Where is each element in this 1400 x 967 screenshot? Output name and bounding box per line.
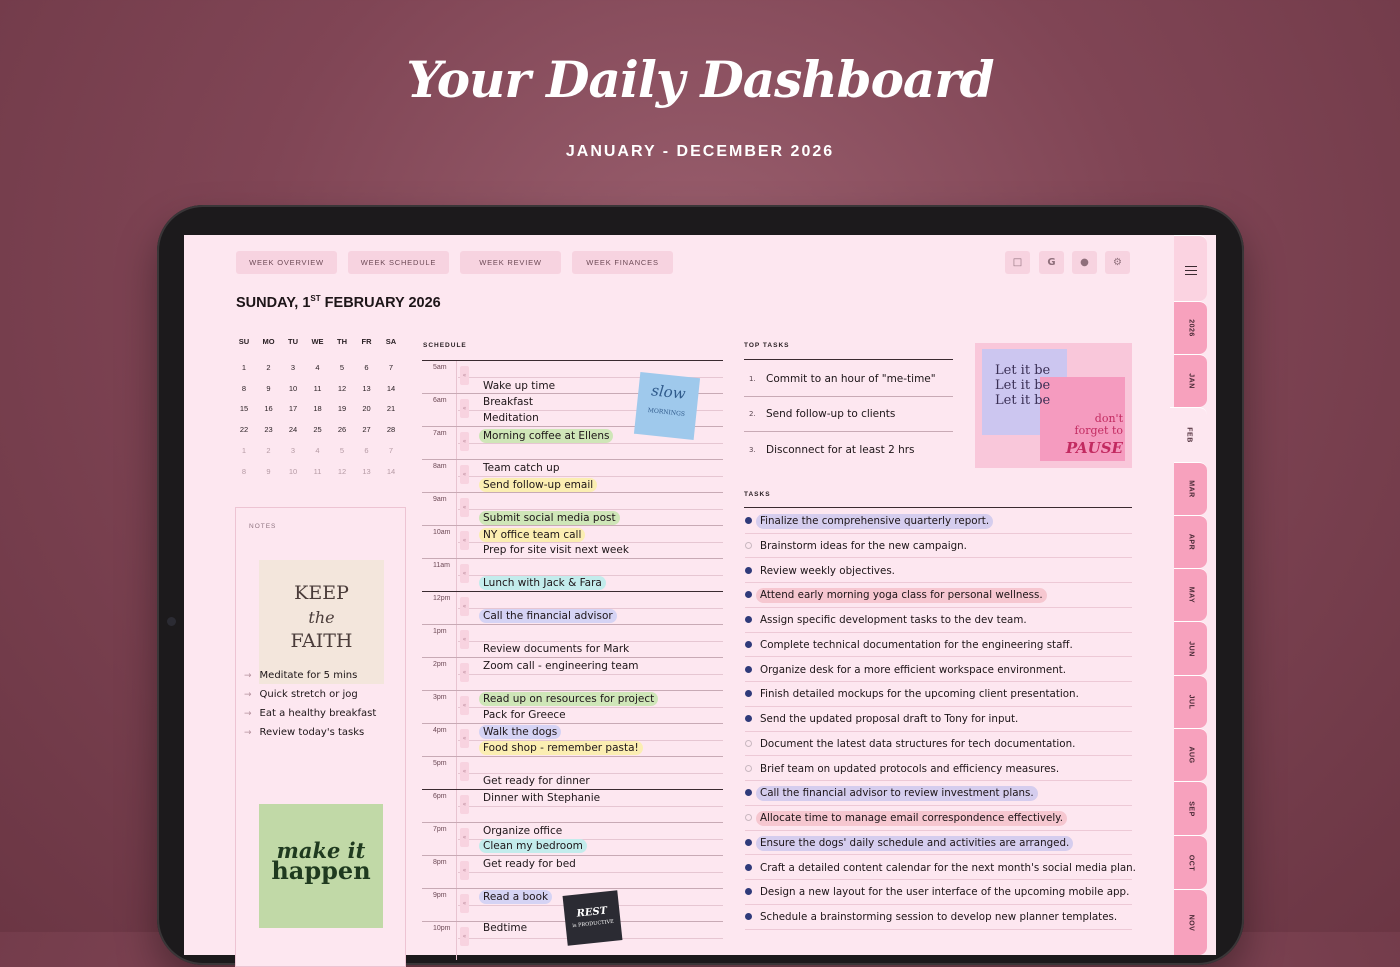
calendar-day[interactable]: 9 xyxy=(266,383,271,393)
calendar-day[interactable]: 6 xyxy=(364,363,369,372)
menu-icon[interactable] xyxy=(1185,266,1197,275)
month-tab-jan[interactable] xyxy=(1174,354,1207,407)
schedule-event[interactable]: Review documents for Mark xyxy=(483,643,630,655)
hour-label: 7am xyxy=(433,430,447,437)
hero-title: Your Daily Dashboard xyxy=(406,50,994,109)
task-bullet-icon[interactable] xyxy=(745,814,752,821)
hour-divider xyxy=(422,789,723,790)
arrow-right-icon: → xyxy=(244,690,252,700)
task-row[interactable] xyxy=(745,608,1132,633)
calendar-day[interactable]: 12 xyxy=(337,466,347,476)
page-title: SUNDAY, 1ST FEBRUARY 2026 xyxy=(236,294,441,311)
task-text: Complete technical documentation for the engineering staff. xyxy=(760,638,1073,651)
google-icon[interactable]: G xyxy=(1039,251,1064,274)
slot-check-icon[interactable]: « xyxy=(460,795,469,814)
calendar-day[interactable]: 26 xyxy=(337,425,347,435)
task-bullet-icon[interactable] xyxy=(745,616,752,623)
hour-label: 4pm xyxy=(433,727,447,734)
task-row[interactable] xyxy=(745,559,1132,584)
tablet-screen xyxy=(184,235,1216,955)
hour-divider xyxy=(422,492,723,493)
task-text: Organize desk for a more efficient workspace environment. xyxy=(760,663,1067,676)
slot-check-icon[interactable]: « xyxy=(460,729,469,748)
task-text: Design a new layout for the user interface of the upcoming mobile app. xyxy=(760,886,1130,899)
calendar-day[interactable]: 8 xyxy=(241,383,247,393)
hour-divider xyxy=(422,723,723,724)
calendar-day[interactable]: 25 xyxy=(313,425,322,435)
rest-is-productive-sticker: REST is PRODUCTIVE xyxy=(563,890,623,945)
task-row[interactable] xyxy=(745,880,1132,905)
hour-divider xyxy=(422,525,723,526)
calendar-day[interactable]: 10 xyxy=(288,466,298,476)
task-bullet-icon[interactable] xyxy=(745,715,752,722)
calendar-weekday: MO xyxy=(262,337,275,346)
schedule-event[interactable]: Morning coffee at Ellens xyxy=(479,429,613,443)
top-task-number: 1. xyxy=(749,375,756,383)
hour-divider xyxy=(422,822,723,823)
hour-label: 9am xyxy=(433,496,447,503)
hour-label: 3pm xyxy=(433,694,447,701)
schedule-event[interactable]: Walk the dogs xyxy=(479,725,561,739)
month-tab-nov[interactable] xyxy=(1174,889,1207,955)
hour-label: 1pm xyxy=(433,628,447,635)
hour-divider xyxy=(422,360,723,361)
task-text: Attend early morning yoga class for personal wellness. xyxy=(756,588,1047,603)
month-tab-oct[interactable] xyxy=(1174,835,1207,889)
slow-mornings-sticker: slow MORNINGS xyxy=(634,372,700,440)
calendar-day[interactable]: 3 xyxy=(290,363,296,372)
task-bullet-icon[interactable] xyxy=(745,641,752,648)
task-bullet-icon[interactable] xyxy=(745,789,752,796)
task-text: Finish detailed mockups for the upcoming client presentation. xyxy=(760,688,1079,701)
calendar-day[interactable]: 5 xyxy=(339,445,345,455)
schedule-event[interactable]: NY office team call xyxy=(479,528,585,542)
hour-label: 7pm xyxy=(433,826,447,833)
make-it-happen-image: make it happen xyxy=(259,804,383,928)
tab-week-schedule[interactable]: WEEK SCHEDULE xyxy=(348,251,449,274)
task-bullet-icon[interactable] xyxy=(745,567,752,574)
month-tab-label: JAN xyxy=(1187,373,1194,389)
month-tab-may[interactable] xyxy=(1174,568,1207,621)
hour-divider xyxy=(422,459,723,460)
month-tab-label: OCT xyxy=(1187,854,1194,871)
calendar-day[interactable]: 10 xyxy=(288,383,298,393)
task-row[interactable] xyxy=(745,534,1132,559)
calendar-day[interactable]: 22 xyxy=(239,425,249,435)
calendar-day[interactable]: 2 xyxy=(266,445,271,455)
slot-check-icon[interactable]: « xyxy=(460,498,469,517)
calendar-day[interactable]: 4 xyxy=(315,445,320,455)
planner-page xyxy=(184,235,1174,955)
task-text: Ensure the dogs' daily schedule and activities are arranged. xyxy=(756,836,1073,851)
task-text: Review weekly objectives. xyxy=(760,564,895,577)
calendar-day[interactable]: 18 xyxy=(313,404,322,414)
schedule-event[interactable]: Food shop - remember pasta! xyxy=(479,741,643,755)
schedule-event[interactable]: Wake up time xyxy=(483,380,556,392)
calendar-day[interactable]: 5 xyxy=(339,363,345,372)
half-hour-divider xyxy=(458,476,723,477)
calendar-day[interactable]: 4 xyxy=(315,363,320,372)
hour-label: 6am xyxy=(433,397,447,404)
top-task-2[interactable]: Send follow-up to clients xyxy=(766,408,896,420)
month-tab-label: FEB xyxy=(1185,427,1192,443)
divider xyxy=(744,396,953,397)
slot-check-icon[interactable]: « xyxy=(460,432,469,451)
calendar-weekday: SA xyxy=(385,337,397,346)
task-text: Send the updated proposal draft to Tony for input. xyxy=(760,713,1019,725)
schedule-event[interactable]: Lunch with Jack & Fara xyxy=(479,576,606,590)
month-tab-jul[interactable] xyxy=(1174,675,1207,728)
hour-divider xyxy=(422,591,723,592)
calendar-day[interactable]: 6 xyxy=(364,445,369,455)
divider xyxy=(744,507,1132,508)
month-tab-label: JUN xyxy=(1187,640,1194,657)
let-it-be-quote-image: Let it be Let it be Let it be don't forget to PAUSE xyxy=(975,343,1132,468)
half-hour-divider xyxy=(458,806,723,807)
calendar-day[interactable]: 11 xyxy=(313,466,322,476)
schedule-grid xyxy=(422,360,723,960)
notes-label: NOTES xyxy=(249,523,277,530)
slot-check-icon[interactable]: « xyxy=(460,465,469,484)
schedule-label: SCHEDULE xyxy=(423,342,467,349)
slot-check-icon[interactable]: « xyxy=(460,531,469,550)
schedule-event[interactable]: Read a book xyxy=(479,890,552,904)
calendar-weekday: TU xyxy=(288,337,298,346)
tab-week-overview[interactable]: WEEK OVERVIEW xyxy=(236,251,337,274)
slot-check-icon[interactable]: « xyxy=(460,828,469,847)
hour-divider xyxy=(422,657,723,658)
task-text: Call the financial advisor to review investment plans. xyxy=(756,786,1038,801)
hour-divider xyxy=(422,690,723,691)
top-tasks-label: TOP TASKS xyxy=(744,342,790,349)
calendar-day[interactable]: 2 xyxy=(266,363,271,372)
task-text: Craft a detailed content calendar for the next month's social media plan. xyxy=(760,861,1136,874)
task-text: Document the latest data structures for tech documentation. xyxy=(760,737,1076,750)
keep-the-faith-image: KEEP the FAITH xyxy=(259,560,384,684)
task-row[interactable] xyxy=(745,831,1132,856)
hour-label: 8pm xyxy=(433,859,447,866)
schedule-event[interactable]: Zoom call - engineering team xyxy=(483,660,639,672)
month-tabs xyxy=(1174,235,1216,955)
arrow-right-icon: → xyxy=(244,671,252,681)
hour-label: 5am xyxy=(433,364,447,371)
calendar-day[interactable]: 28 xyxy=(386,425,396,435)
task-bullet-icon[interactable] xyxy=(745,740,752,747)
calendar-weekday: SU xyxy=(238,337,250,346)
hour-label: 11am xyxy=(433,562,450,569)
arrow-right-icon: → xyxy=(244,709,252,719)
slot-check-icon[interactable]: « xyxy=(460,894,469,913)
calendar-day[interactable]: 16 xyxy=(264,404,273,414)
task-row[interactable] xyxy=(745,633,1132,658)
top-task-1[interactable]: Commit to an hour of "me-time" xyxy=(766,373,936,385)
outlook-icon[interactable]: □ xyxy=(1005,251,1030,274)
task-row[interactable] xyxy=(745,806,1132,831)
calendar-day[interactable]: 1 xyxy=(241,445,247,455)
hour-label: 12pm xyxy=(433,595,451,602)
schedule-event[interactable]: Get ready for bed xyxy=(483,858,576,870)
task-bullet-icon[interactable] xyxy=(745,839,752,846)
calendar-day[interactable]: 11 xyxy=(313,383,322,393)
task-bullet-icon[interactable] xyxy=(745,913,752,920)
top-task-3[interactable]: Disconnect for at least 2 hrs xyxy=(766,444,915,456)
schedule-event[interactable]: Pack for Greece xyxy=(483,709,566,721)
task-bullet-icon[interactable] xyxy=(745,690,752,697)
slot-check-icon[interactable]: « xyxy=(460,564,469,583)
calendar-day[interactable]: 9 xyxy=(266,466,271,476)
task-row[interactable] xyxy=(745,781,1132,806)
month-tab-label: NOV xyxy=(1187,914,1194,931)
schedule-event[interactable]: Bedtime xyxy=(483,922,528,934)
task-row[interactable] xyxy=(745,707,1132,732)
month-tab-sep[interactable] xyxy=(1174,781,1207,835)
hour-divider xyxy=(422,624,723,625)
calendar-day[interactable]: 13 xyxy=(362,383,371,393)
task-bullet-icon[interactable] xyxy=(745,765,752,772)
slot-check-icon[interactable]: « xyxy=(460,696,469,715)
calendar-day[interactable]: 24 xyxy=(288,425,298,435)
calendar-day[interactable]: 27 xyxy=(362,425,371,435)
tab-week-finances[interactable]: WEEK FINANCES xyxy=(572,251,673,274)
schedule-event[interactable]: Send follow-up email xyxy=(479,478,597,492)
task-row[interactable] xyxy=(745,509,1132,534)
hour-label: 8am xyxy=(433,463,447,470)
note-item: → Eat a healthy breakfast xyxy=(244,708,377,719)
tasks-label: TASKS xyxy=(744,491,771,498)
task-bullet-icon[interactable] xyxy=(745,864,752,871)
schedule-event[interactable]: Submit social media post xyxy=(479,511,620,525)
calendar-day[interactable]: 21 xyxy=(386,404,396,414)
schedule-event[interactable]: Organize office xyxy=(483,825,563,837)
hour-divider xyxy=(422,558,723,559)
month-tab-2026[interactable] xyxy=(1174,301,1207,354)
task-row[interactable] xyxy=(745,583,1132,608)
slot-check-icon[interactable]: « xyxy=(460,630,469,649)
camera-icon xyxy=(167,617,176,626)
hour-divider xyxy=(422,756,723,757)
task-text: Brainstorm ideas for the new campaign. xyxy=(760,539,967,552)
task-text: Assign specific development tasks to the dev team. xyxy=(760,614,1027,626)
hero-subtitle: JANUARY - DECEMBER 2026 xyxy=(565,143,835,160)
calendar-day[interactable]: 23 xyxy=(264,425,273,435)
schedule-event[interactable]: Dinner with Stephanie xyxy=(483,792,601,804)
task-text: Schedule a brainstorming session to develop new planner templates. xyxy=(760,911,1118,923)
task-row[interactable] xyxy=(745,732,1132,757)
note-item: → Meditate for 5 mins xyxy=(244,670,358,681)
month-tab-apr[interactable] xyxy=(1174,515,1207,568)
schedule-event[interactable]: Get ready for dinner xyxy=(483,775,590,787)
top-task-number: 3. xyxy=(749,446,756,454)
hour-label: 10pm xyxy=(433,925,451,932)
calendar-day[interactable]: 14 xyxy=(386,383,396,393)
apple-icon[interactable]: ● xyxy=(1072,251,1097,274)
slot-check-icon[interactable]: « xyxy=(460,399,469,418)
calendar-day[interactable]: 19 xyxy=(337,404,347,414)
slot-check-icon[interactable]: « xyxy=(460,762,469,781)
month-tab-label: MAR xyxy=(1187,480,1194,498)
calendar-weekday: FR xyxy=(361,337,372,346)
note-item: → Quick stretch or jog xyxy=(244,689,358,700)
schedule-event[interactable]: Read up on resources for project xyxy=(479,692,658,706)
month-tab-label: MAY xyxy=(1187,586,1194,604)
month-tab-label: SEP xyxy=(1187,800,1194,817)
task-bullet-icon[interactable] xyxy=(745,517,752,524)
task-text: Allocate time to manage email correspondence effectively. xyxy=(756,811,1067,826)
calendar-day[interactable]: 13 xyxy=(362,466,371,476)
month-tab-label: APR xyxy=(1187,533,1194,551)
month-tab-feb[interactable] xyxy=(1170,407,1207,462)
month-tab-jun[interactable] xyxy=(1174,621,1207,675)
month-tab-mar[interactable] xyxy=(1174,462,1207,515)
task-row[interactable] xyxy=(745,757,1132,782)
slot-check-icon[interactable]: « xyxy=(460,597,469,616)
half-hour-divider xyxy=(458,674,723,675)
hour-label: 6pm xyxy=(433,793,447,800)
task-row[interactable] xyxy=(745,682,1132,707)
hour-label: 5pm xyxy=(433,760,447,767)
calendar-day[interactable]: 1 xyxy=(241,363,247,372)
top-task-number: 2. xyxy=(749,410,756,418)
menu-tab[interactable] xyxy=(1174,235,1207,301)
task-text: Finalize the comprehensive quarterly report. xyxy=(756,514,993,529)
notes-panel xyxy=(235,507,406,967)
task-row[interactable] xyxy=(745,658,1132,683)
schedule-divider xyxy=(456,360,457,960)
slot-check-icon[interactable]: « xyxy=(460,663,469,682)
schedule-event[interactable]: Meditation xyxy=(483,412,539,424)
calendar-day[interactable]: 17 xyxy=(288,404,298,414)
tab-week-review[interactable]: WEEK REVIEW xyxy=(460,251,561,274)
month-tab-label: JUL xyxy=(1187,694,1194,710)
calendar-day[interactable]: 7 xyxy=(388,445,394,455)
calendar-day[interactable]: 3 xyxy=(290,445,296,455)
hour-divider xyxy=(422,855,723,856)
calendar-day[interactable]: 8 xyxy=(241,466,247,476)
half-hour-divider xyxy=(458,872,723,873)
arrow-right-icon: → xyxy=(244,728,252,738)
schedule-event[interactable]: Call the financial advisor xyxy=(479,609,617,623)
hour-divider xyxy=(422,888,723,889)
calendar-weekday: TH xyxy=(337,337,347,346)
hour-label: 2pm xyxy=(433,661,447,668)
schedule-event[interactable]: Clean my bedroom xyxy=(479,839,587,853)
hour-label: 9pm xyxy=(433,892,447,899)
slot-check-icon[interactable]: « xyxy=(460,861,469,880)
calendar-day[interactable]: 7 xyxy=(388,363,394,372)
gear-icon[interactable]: ⚙ xyxy=(1105,251,1130,274)
month-tab-aug[interactable] xyxy=(1174,728,1207,781)
task-bullet-icon[interactable] xyxy=(745,591,752,598)
task-bullet-icon[interactable] xyxy=(745,542,752,549)
calendar-day[interactable]: 15 xyxy=(239,404,249,414)
task-text: Brief team on updated protocols and efficiency measures. xyxy=(760,762,1060,775)
task-row[interactable] xyxy=(745,856,1136,881)
calendar-day[interactable]: 14 xyxy=(386,466,396,476)
slot-check-icon[interactable]: « xyxy=(460,927,469,946)
task-bullet-icon[interactable] xyxy=(745,888,752,895)
month-tab-label: AUG xyxy=(1187,746,1194,764)
calendar-day[interactable]: 20 xyxy=(362,404,371,414)
calendar-day[interactable]: 12 xyxy=(337,383,347,393)
divider xyxy=(744,359,953,360)
half-hour-divider xyxy=(458,509,723,510)
task-bullet-icon[interactable] xyxy=(745,666,752,673)
schedule-event[interactable]: Team catch up xyxy=(483,462,560,474)
divider xyxy=(744,431,953,432)
slot-check-icon[interactable]: « xyxy=(460,366,469,385)
month-tab-label: 2026 xyxy=(1187,319,1194,337)
hour-label: 10am xyxy=(433,529,451,536)
schedule-event[interactable]: Breakfast xyxy=(483,396,533,408)
note-item: → Review today's tasks xyxy=(244,727,365,738)
calendar-weekday: WE xyxy=(311,337,324,346)
schedule-event[interactable]: Prep for site visit next week xyxy=(483,544,629,556)
task-row[interactable] xyxy=(745,905,1132,930)
